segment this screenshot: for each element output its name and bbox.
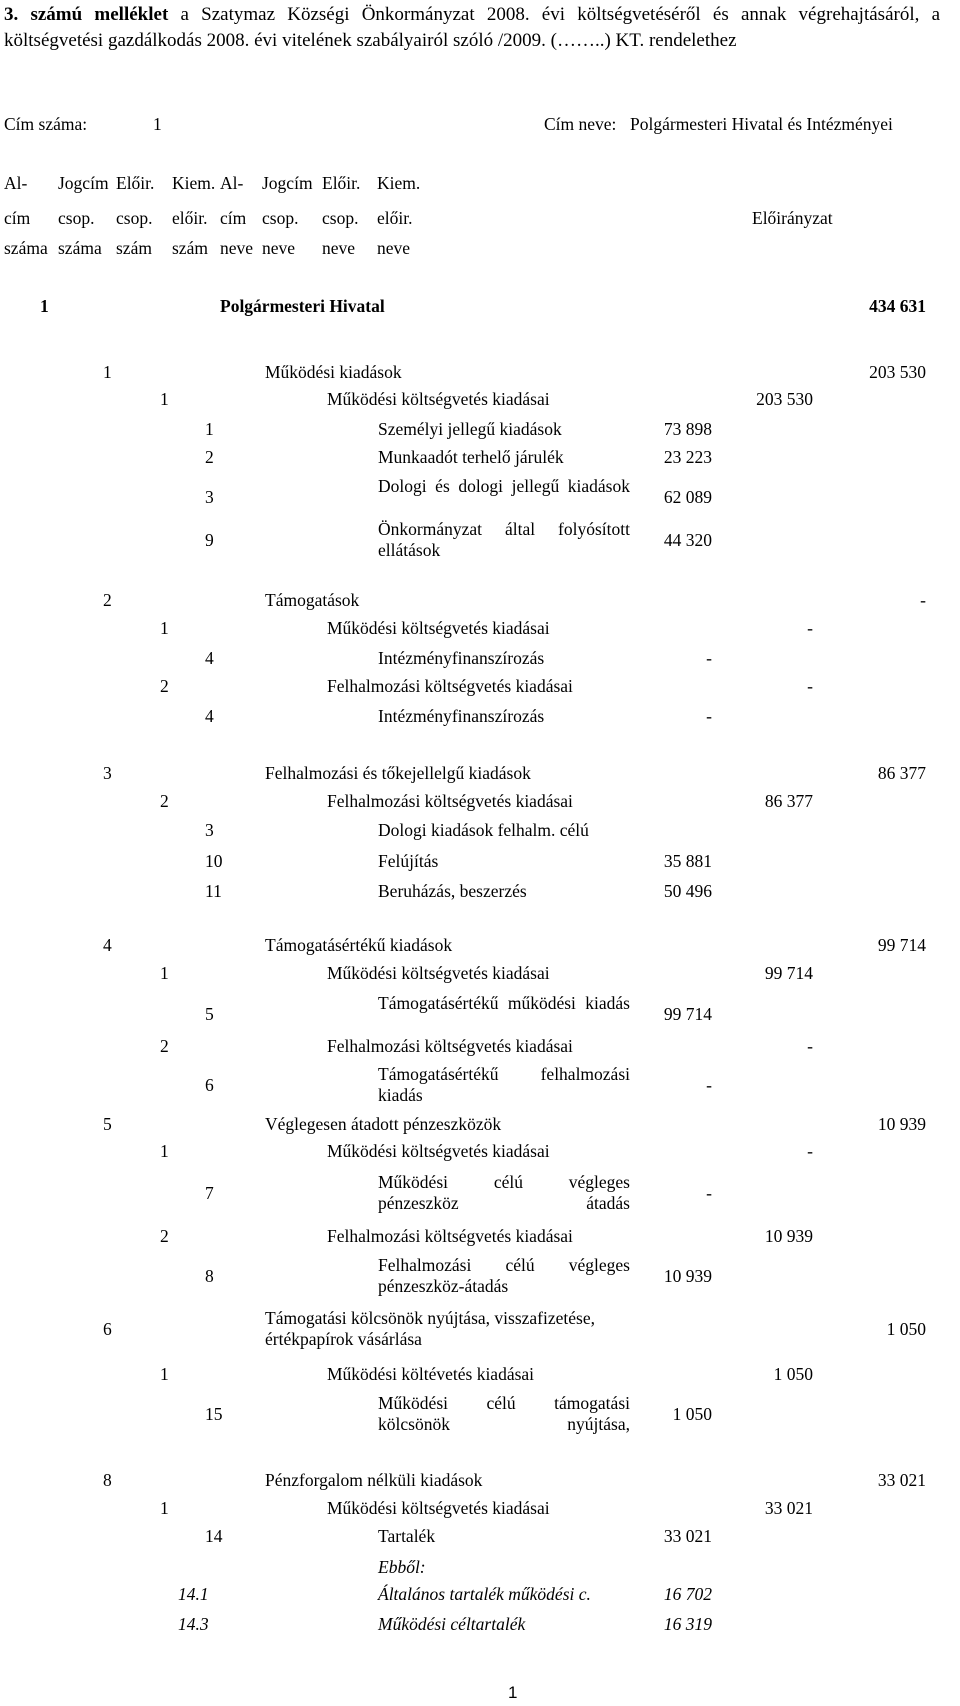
row-amount: - [807,676,813,696]
row-amount: 10 939 [764,1226,813,1246]
row-amount: 44 320 [663,530,712,550]
row-name: Működési költségvetés kiadásai [327,963,550,983]
row-code: 1 [160,1364,169,1384]
row-name: Működési költségvetés kiadásai [327,389,550,409]
row-name: Felhalmozási költségvetés kiadásai [327,676,573,696]
row-name: Működési céltartalék [378,1614,526,1634]
row-code: 8 [103,1470,112,1490]
row-code: 10 [205,851,223,871]
row-amount: - [807,618,813,638]
row-code: 9 [205,530,214,550]
row-code: 2 [103,590,112,610]
header-cell: neve [220,238,254,258]
header-cell: Al- [4,173,28,193]
row-amount: - [706,1075,712,1095]
header-cell: csop. [58,208,95,228]
header-cell: szám [116,238,152,258]
row-amount: 16 319 [663,1614,712,1634]
header-cell: csop. [116,208,153,228]
row-amount: 1 050 [886,1319,926,1339]
header-cell: Előir. [116,173,155,193]
row-name: Működési költévetés kiadásai [327,1364,535,1384]
annex-number: 3. számú melléklet [4,4,169,25]
header-cell: Kiem. [377,173,421,193]
row-code: 1 [160,963,169,983]
row-code: 7 [205,1183,214,1203]
row-code: 14.1 [178,1584,209,1604]
row-code: 3 [205,487,214,507]
row-amount: 33 021 [663,1526,712,1546]
cim-neve-value: Polgármesteri Hivatal és Intézményei [630,114,893,134]
row-amount: 73 898 [663,419,712,439]
row-name: Beruházás, beszerzés [378,881,527,901]
header-cell: cím [4,208,31,228]
row-amount: - [807,1036,813,1056]
row-name: Személyi jellegű kiadások [378,419,562,439]
row-amount: 86 377 [877,763,926,783]
row-code: 3 [103,763,112,783]
row-name: Működési költségvetés kiadásai [327,1141,550,1161]
row-amount: 1 050 [773,1364,813,1384]
header-cell: Kiem. [172,173,216,193]
row-name: Működési költségvetés kiadásai [327,618,550,638]
row-code: 3 [205,820,214,840]
row-name: Támogatásértékű működési kiadás [378,993,630,1013]
main-total: 434 631 [869,296,926,316]
row-code: 2 [160,676,169,696]
header-cell: csop. [262,208,299,228]
row-amount: 35 881 [663,851,712,871]
header-cell: csop. [322,208,359,228]
row-amount: 50 496 [663,881,712,901]
row-name: Támogatásértékű kiadások [265,935,453,955]
row-code: 1 [160,618,169,638]
row-amount: 10 939 [663,1266,712,1286]
header-cell: cím [220,208,247,228]
header-cell: száma [58,238,102,258]
row-code: 4 [205,648,214,668]
header-cell: szám [172,238,208,258]
page-number: 1 [508,1683,518,1702]
row-name: Támogatásértékű felhalmozási kiadás [378,1064,630,1105]
header-cell: Jogcím [262,173,313,193]
row-amount: 33 021 [877,1470,926,1490]
row-amount: 1 050 [672,1404,712,1424]
row-amount: 23 223 [663,447,712,467]
cim-szama-label: Cím száma: [4,114,88,134]
row-amount: 99 714 [663,1004,712,1024]
row-name: Működési kiadások [265,362,402,382]
row-code: 4 [103,935,112,955]
row-name: Dologi és dologi jellegű kiadások [378,476,630,496]
main-title-number: 1 [40,296,49,316]
header-cell: előir. [172,208,208,228]
row-name: Támogatások [265,590,360,610]
row-code: 14 [205,1526,223,1546]
row-amount: - [706,706,712,726]
row-amount: - [807,1141,813,1161]
header-cell: száma [4,238,48,258]
header-cell: Előir. [322,173,361,193]
header-cell: Jogcím [58,173,109,193]
row-name: Felhalmozási költségvetés kiadásai [327,1226,573,1246]
row-amount: 86 377 [764,791,813,811]
row-code: 6 [103,1319,112,1339]
row-name: Pénzforgalom nélküli kiadások [265,1470,483,1490]
row-code: 8 [205,1266,214,1286]
row-amount: 99 714 [764,963,813,983]
row-code: 4 [205,706,214,726]
cim-neve-label: Cím neve: [544,114,617,134]
row-name: Felhalmozási költségvetés kiadásai [327,791,573,811]
row-name: Támogatási kölcsönök nyújtása, visszafizetése, értékpapírok vásárlása [265,1308,595,1349]
row-code: 5 [103,1114,112,1134]
row-amount: 203 530 [869,362,926,382]
row-code: 6 [205,1075,214,1095]
row-amount: 62 089 [663,487,712,507]
row-code: 11 [205,881,222,901]
row-name: Működési költségvetés kiadásai [327,1498,550,1518]
row-name: Működési célú támogatási kölcsönök nyújtása, [378,1393,630,1434]
row-name: Dologi kiadások felhalm. célú [378,820,589,840]
cim-szama-value: 1 [153,114,162,134]
row-code: 5 [205,1004,214,1024]
header-cell: neve [262,238,296,258]
row-amount: 99 714 [877,935,926,955]
row-name: Véglegesen átadott pénzeszközök [265,1114,502,1134]
row-name: Felhalmozási célú végleges pénzeszköz-átadás [378,1255,630,1296]
title-text: a Szatymaz Községi Önkormányzat 2008. évi költségvetéséről és annak végrehajtásáról, a költségvetési gazdálkodás 2008. évi vitelének szabályairól szóló /2009. (……..) KT. rendelethez [4,4,941,51]
row-amount: - [920,590,926,610]
header-cell: előir. [377,208,413,228]
row-amount: 33 021 [764,1498,813,1518]
row-code: 15 [205,1404,223,1424]
eloiranyzat-header: Előirányzat [752,208,833,228]
main-title: Polgármesteri Hivatal [220,296,385,316]
row-code: 2 [205,447,214,467]
row-name: Intézményfinanszírozás [378,706,545,726]
row-code: 2 [160,791,169,811]
row-code: 2 [160,1036,169,1056]
row-code: 1 [103,362,112,382]
header-cell: neve [377,238,411,258]
row-amount: - [706,648,712,668]
row-name: Felhalmozási és tőkejellelgű kiadások [265,763,531,783]
row-name: Felhalmozási költségvetés kiadásai [327,1036,573,1056]
row-code: 1 [160,1141,169,1161]
row-amount: 203 530 [756,389,813,409]
row-name: Intézményfinanszírozás [378,648,545,668]
row-name: Önkormányzat által folyósított ellátások [378,519,630,560]
row-name: Ebből: [378,1557,426,1577]
row-code: 1 [205,419,214,439]
row-code: 2 [160,1226,169,1246]
row-amount: 10 939 [877,1114,926,1134]
header-cell: Al- [220,173,244,193]
row-name: Felújítás [378,851,439,871]
row-code: 14.3 [178,1614,209,1634]
row-name: Tartalék [378,1526,436,1546]
header-cell: neve [322,238,356,258]
row-name: Általános tartalék működési c. [378,1584,591,1604]
row-code: 1 [160,1498,169,1518]
row-amount: - [706,1183,712,1203]
document-title [4,2,940,54]
row-amount: 16 702 [663,1584,712,1604]
row-name: Működési célú végleges pénzeszköz átadás [378,1172,630,1213]
row-name: Munkaadót terhelő járulék [378,447,564,467]
row-code: 1 [160,389,169,409]
